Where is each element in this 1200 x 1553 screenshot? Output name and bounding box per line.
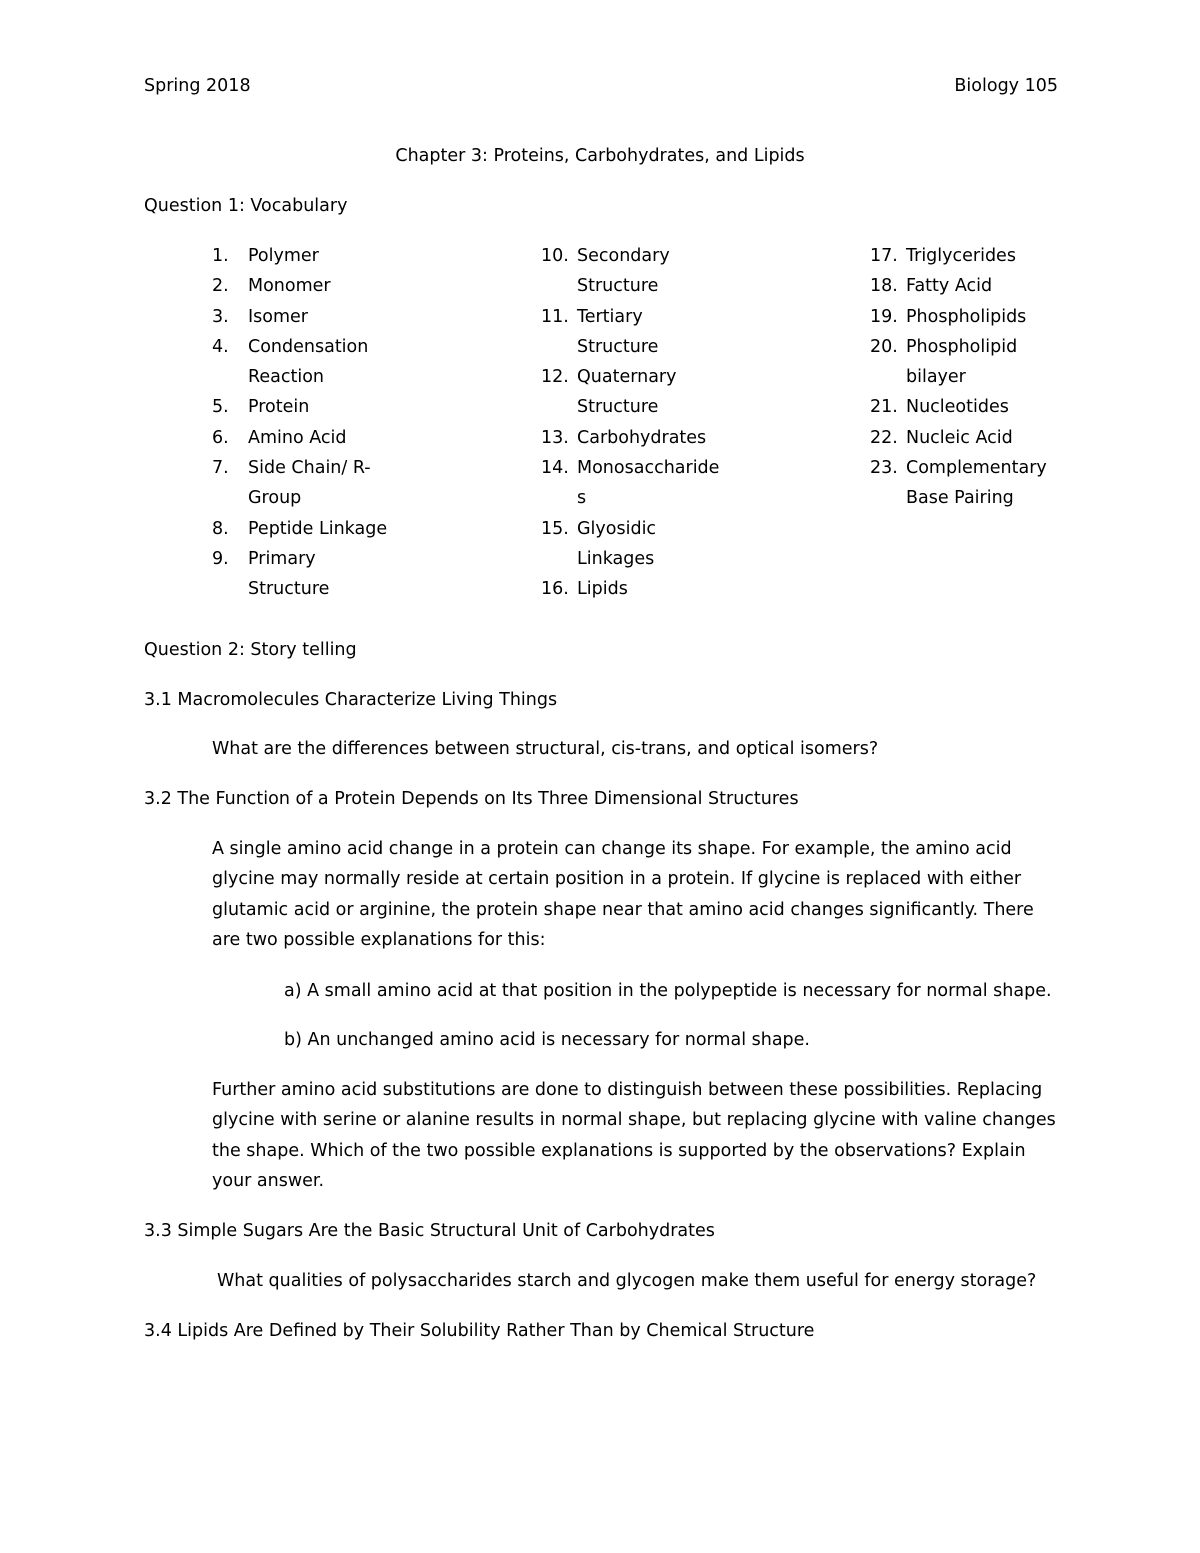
paragraph-line: are two possible explanations for this: [212,929,546,950]
paragraph-line: Further amino acid substitutions are done to distinguish between these possibilities. Replacing [212,1080,1043,1100]
section-3-3-heading: 3.3 Simple Sugars Are the Basic Structural Unit of Carbohydrates [144,1221,715,1241]
section-3-3-question: What qualities of polysaccharides starch and glycogen make them useful for energy storage? [217,1271,1037,1291]
section-3-1-question: What are the differences between structural, cis-trans, and optical isomers? [212,739,879,759]
section-3-2-heading: 3.2 The Function of a Protein Depends on Its Three Dimensional Structures [144,789,799,809]
paragraph-line: glycine may normally reside at certain position in a protein. If glycine is replaced with either [212,869,1022,890]
header-semester: Spring 2018 [144,76,251,96]
paragraph-line: the shape. Which of the two possible explanations is supported by the observations? Explain [212,1140,1026,1161]
section-3-1-heading: 3.1 Macromolecules Characterize Living Things [144,690,558,710]
paragraph-line: your answer. [212,1170,325,1191]
paragraph-line: glutamic acid or arginine, the protein shape near that amino acid changes significantly. There [212,899,1034,920]
option-a: a) A small amino acid at that position in the polypeptide is necessary for normal shape. [284,981,1052,1001]
question-2-heading: Question 2: Story telling [144,640,357,660]
chapter-title: Chapter 3: Proteins, Carbohydrates, and Lipids [395,146,805,166]
section-3-2-paragraph-2 [212,1075,1056,1196]
paragraph-line: glycine with serine or alanine results in normal shape, but replacing glycine with valine changes [212,1110,1056,1131]
option-b: b) An unchanged amino acid is necessary for normal shape. [284,1030,810,1050]
document-page: Spring 2018 Biology 105 Chapter 3: Proteins, Carbohydrates, and Lipids Question 1: Vocabulary 1. Polymer 2. Monomer 3. Isomer 4. Condensation Reaction 5. Protein 6. Amino Acid 7. Side Chain/ R- Group 8. Peptide Linkage 9. Primary Structure 10. Secondary Structure 11. Tertiary Structure 12. Quaternary Structure 13. Carbohydrates 14. Monosaccharide s 15. Glyosidic Linkages 16. Lipids 17. Triglycerides 18. Fatty Acid 19. Phospholipids 20. Phospholipid bilayer 21. Nucleotides 22. Nucleic Acid 23. Complementary Base Pairing Question 2: Story telling 3.1 Macromolecules Characterize Living Things What are the differences between structural, cis-trans, and optical isomers? 3.2 The Function of a Protein Depends on Its Three Dimensional Structures A single amino acid change in a protein can change its shape. For example, the amino acid glycine may normally reside at certain position in a protein. If glycine is replaced with either glutamic acid or arginine, the protein shape near that amino acid changes significantly. There are two possible explanations for this: a) A small amino acid at that position in the polypeptide is necessary for normal shape. b) An unchanged amino acid is necessary for normal shape. Further amino acid substitutions are done to distinguish between these possibilities. Replacing glycine with serine or alanine results in normal shape, but replacing glycine with valine changes the shape. Which of the two possible explanations is supported by the observations? Explain your answer. 3.3 Simple Sugars Are the Basic Structural Unit of Carbohydrates What qualities of polysaccharides starch and glycogen make them useful for energy storage? 3.4 Lipids Are Defined by Their Solubility Rather Than by Chemical Structure [0,0,1200,1553]
section-3-4-heading: 3.4 Lipids Are Defined by Their Solubility Rather Than by Chemical Structure [144,1321,815,1341]
section-3-2-paragraph-1 [212,834,1034,955]
question-1-heading: Question 1: Vocabulary [144,196,348,216]
paragraph-line: A single amino acid change in a protein can change its shape. For example, the amino acid [212,839,1012,859]
header-course: Biology 105 [954,76,1058,96]
